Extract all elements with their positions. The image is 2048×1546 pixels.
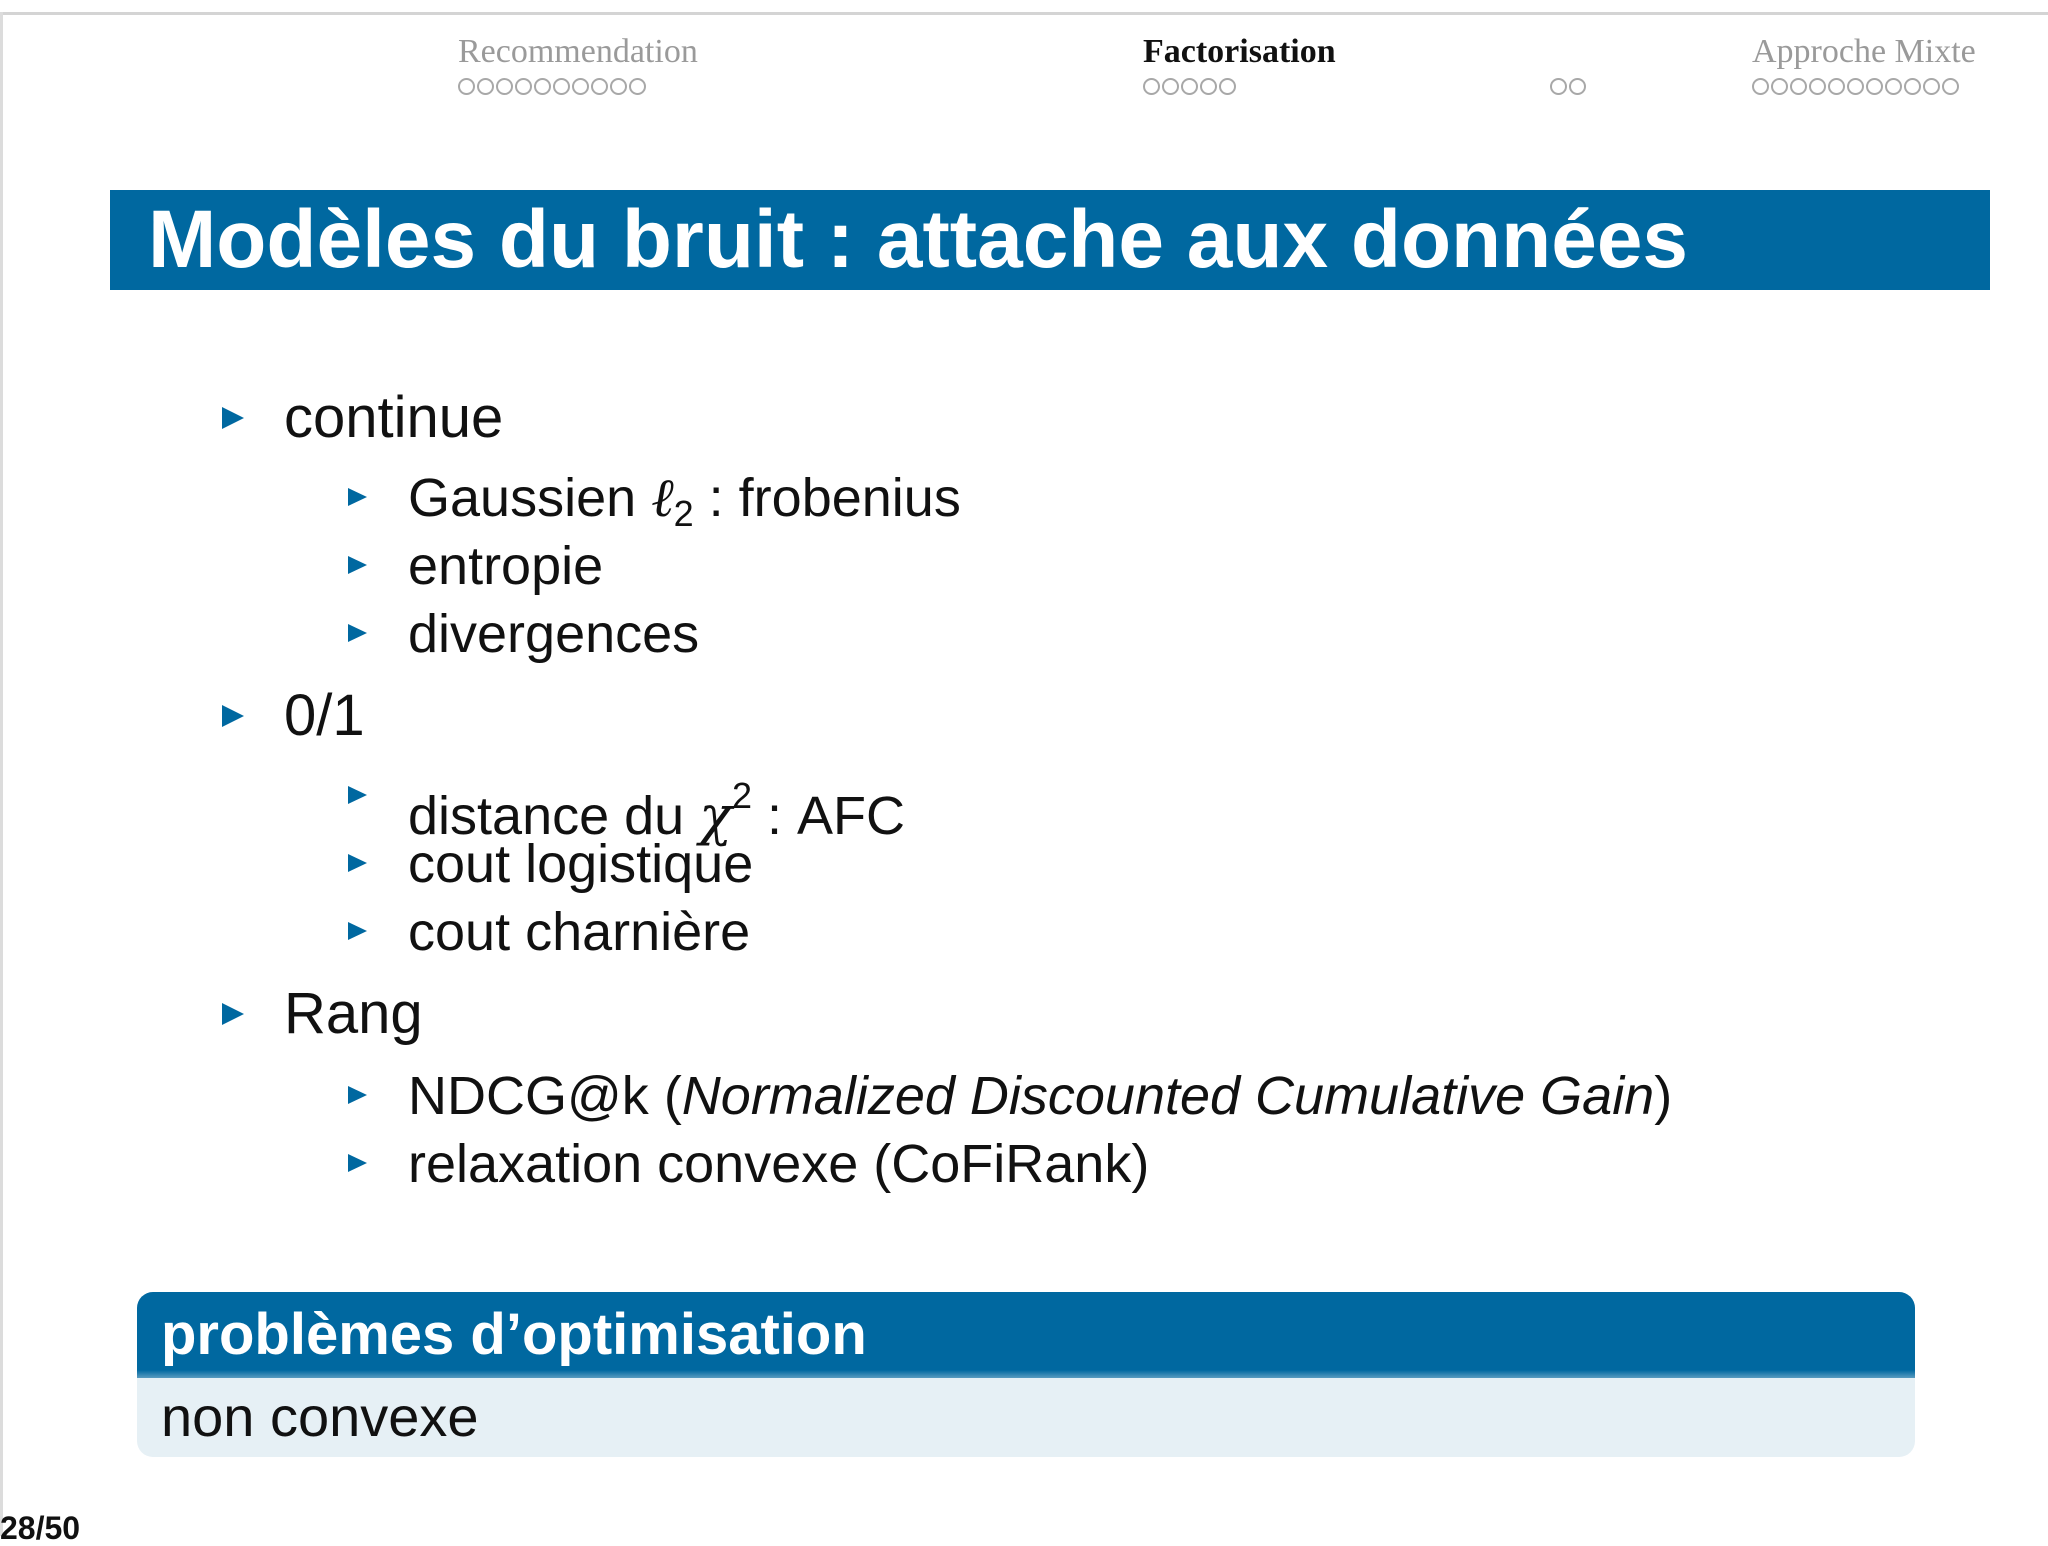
nav-dot[interactable] — [1200, 78, 1217, 95]
nav-dot[interactable] — [1790, 78, 1807, 95]
nav-dot[interactable] — [1143, 78, 1160, 95]
block-title: problèmes d’optimisation — [137, 1292, 1915, 1378]
bullet-triangle-icon — [348, 922, 367, 940]
nav-label: Factorisation — [1143, 33, 1336, 70]
sub-bullet-label: entropie — [408, 536, 604, 596]
block-body: non convexe — [161, 1385, 479, 1448]
text-part: ) — [1654, 1066, 1673, 1126]
bullet-triangle-icon — [222, 1003, 244, 1025]
text-part: : frobenius — [693, 468, 961, 528]
bullet-triangle-icon — [348, 624, 367, 642]
nav-dot[interactable] — [1809, 78, 1826, 95]
nav-dot[interactable] — [1923, 78, 1940, 95]
page-number: 28/50 — [0, 1510, 81, 1546]
bullet-triangle-icon — [348, 854, 367, 872]
nav-dots — [1143, 78, 1336, 95]
bullet-triangle-icon — [348, 488, 367, 506]
nav-dot[interactable] — [1904, 78, 1921, 95]
nav-dot[interactable] — [496, 78, 513, 95]
nav-dot[interactable] — [534, 78, 551, 95]
nav-dot[interactable] — [1219, 78, 1236, 95]
nav-dot[interactable] — [1942, 78, 1959, 95]
bullet-triangle-icon — [348, 786, 367, 804]
nav-dot[interactable] — [477, 78, 494, 95]
nav-dot[interactable] — [1771, 78, 1788, 95]
sub-bullet-label: cout logistique — [408, 834, 754, 894]
nav-label: Approche Mixte — [1752, 33, 1976, 70]
bullet-label: continue — [284, 385, 504, 450]
bullet-triangle-icon — [222, 407, 244, 429]
frame-left-border — [0, 12, 3, 1536]
nav-dot[interactable] — [1181, 78, 1198, 95]
bullet-triangle-icon — [348, 1154, 367, 1172]
nav-dot[interactable] — [1847, 78, 1864, 95]
nav-dot[interactable] — [1162, 78, 1179, 95]
nav-dot[interactable] — [1752, 78, 1769, 95]
text-part: distance du — [408, 786, 700, 846]
nav-label: Recommendation — [458, 33, 698, 70]
nav-label — [1550, 28, 1586, 76]
nav-section-unlabeled[interactable] — [1550, 28, 1586, 95]
nav-dot[interactable] — [553, 78, 570, 95]
nav-dot[interactable] — [591, 78, 608, 95]
superscript: 2 — [731, 775, 752, 816]
bullet-label: Rang — [284, 981, 423, 1046]
nav-dot[interactable] — [1885, 78, 1902, 95]
text-part: NDCG@k ( — [408, 1066, 682, 1126]
frame-top-border — [0, 12, 2048, 15]
subscript: 2 — [673, 493, 694, 534]
nav-section-recommendation[interactable] — [458, 28, 698, 95]
nav-dots — [1550, 78, 1586, 95]
nav-dot[interactable] — [629, 78, 646, 95]
text-part: Gaussien — [408, 468, 652, 528]
nav-dot[interactable] — [1866, 78, 1883, 95]
nav-dot[interactable] — [515, 78, 532, 95]
bullet-triangle-icon — [222, 705, 244, 727]
sub-bullet-label: relaxation convexe (CoFiRank) — [408, 1134, 1150, 1194]
nav-section-approche-mixte[interactable] — [1752, 28, 1976, 95]
sub-bullet-label: cout charnière — [408, 902, 751, 962]
bullet-label: 0/1 — [284, 683, 365, 748]
emphasis-text: Normalized Discounted Cumulative Gain — [681, 1066, 1655, 1126]
nav-dot[interactable] — [1550, 78, 1567, 95]
nav-dot[interactable] — [610, 78, 627, 95]
sub-bullet-label — [408, 1064, 1672, 1128]
bullet-triangle-icon — [348, 1086, 367, 1104]
sub-bullet-label: divergences — [408, 604, 700, 664]
nav-section-factorisation[interactable] — [1143, 28, 1336, 95]
nav-dot[interactable] — [458, 78, 475, 95]
nav-dot[interactable] — [1569, 78, 1586, 95]
text-part: : AFC — [751, 786, 905, 846]
nav-dots — [458, 78, 698, 95]
math-symbol: ℓ — [651, 466, 674, 529]
info-block — [137, 1292, 1915, 1457]
nav-dot[interactable] — [572, 78, 589, 95]
nav-dot[interactable] — [1828, 78, 1845, 95]
bullet-triangle-icon — [348, 556, 367, 574]
nav-dots — [1752, 78, 1976, 95]
math-symbol: χ — [699, 784, 732, 847]
slide-title: Modèles du bruit : attache aux données — [110, 190, 1990, 290]
